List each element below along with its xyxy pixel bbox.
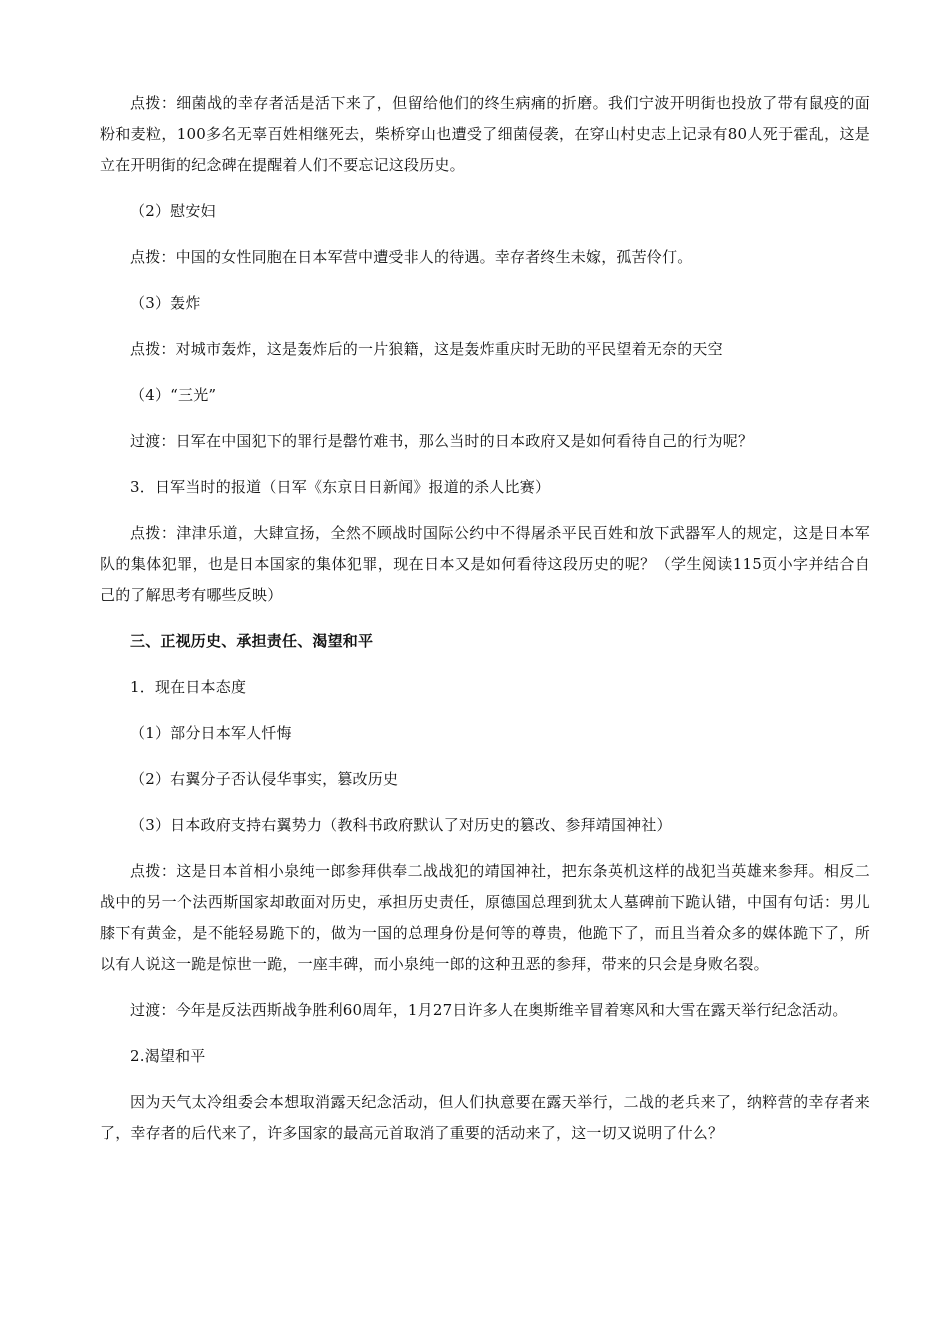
paragraph-bacteria-note: 点拨：细菌战的幸存者活是活下来了，但留给他们的终生病痛的折磨。我们宁波开明街也投放了带有鼠疫的面粉和麦粒，100多名无辜百姓相继死去，柴桥穿山也遭受了细菌侵袭，在穿山村史志上记录有80人死于霍乱，这是立在开明街的纪念碑在提醒着人们不要忘记这段历史。 — [100, 94, 870, 174]
paragraph-comfort-women-heading: （2）慰安妇 — [130, 202, 216, 220]
paragraph-peace-heading: 2.渴望和平 — [130, 1047, 206, 1065]
paragraph-transition-2: 过渡：今年是反法西斯战争胜利60周年，1月27日许多人在奥斯维辛冒着寒风和大雪在露天举行纪念活动。 — [130, 1001, 848, 1019]
paragraph-attitude-1: （1）部分日本军人忏悔 — [130, 724, 292, 742]
paragraph-japan-attitude-heading: 1．现在日本态度 — [130, 678, 247, 696]
paragraph-bombing-note: 点拨：对城市轰炸，这是轰炸后的一片狼籍，这是轰炸重庆时无助的平民望着无奈的天空 — [130, 340, 723, 358]
paragraph-bombing-heading: （3）轰炸 — [130, 294, 201, 312]
paragraph-report-heading: 3．日军当时的报道（日军《东京日日新闻》报道的杀人比赛） — [130, 478, 551, 496]
document-body — [100, 88, 870, 1149]
paragraph-report-note: 点拨：津津乐道，大肆宣扬，全然不顾战时国际公约中不得屠杀平民百姓和放下武器军人的规定，这是日本军队的集体犯罪，也是日本国家的集体犯罪，现在日本又是如何看待这段历史的呢？（学生阅读115页小字并结合自己的了解思考有哪些反映） — [100, 524, 870, 604]
paragraph-peace-note: 因为天气太冷组委会本想取消露天纪念活动，但人们执意要在露天举行，二战的老兵来了，纳粹营的幸存者来了，幸存者的后代来了，许多国家的最高元首取消了重要的活动来了，这一切又说明了什么？ — [100, 1093, 870, 1142]
paragraph-attitude-3: （3）日本政府支持右翼势力（教科书政府默认了对历史的篡改、参拜靖国神社） — [130, 816, 672, 834]
paragraph-transition-1: 过渡：日军在中国犯下的罪行是罄竹难书，那么当时的日本政府又是如何看待自己的行为呢？ — [130, 432, 754, 450]
paragraph-attitude-2: （2）右翼分子否认侵华事实，篡改历史 — [130, 770, 399, 788]
section-heading-3: 三、正视历史、承担责任、渴望和平 — [130, 632, 374, 650]
paragraph-three-alls-heading: （4）“三光” — [130, 386, 217, 404]
paragraph-comfort-women-note: 点拨：中国的女性同胞在日本军营中遭受非人的待遇。幸存者终生未嫁，孤苦伶仃。 — [130, 248, 693, 266]
paragraph-yasukuni-note: 点拨：这是日本首相小泉纯一郎参拜供奉二战战犯的靖国神社，把东条英机这样的战犯当英雄来参拜。相反二战中的另一个法西斯国家却敢面对历史，承担历史责任，原德国总理到犹太人墓碑前下跪认错，中国有句话：男儿膝下有黄金，是不能轻易跪下的，做为一国的总理身份是何等的尊贵，他跪下了，而且当着众多的媒体跪下了，所以有人说这一跪是惊世一跪，一座丰碑，而小泉纯一郎的这种丑恶的参拜，带来的只会是身败名裂。 — [100, 862, 870, 973]
